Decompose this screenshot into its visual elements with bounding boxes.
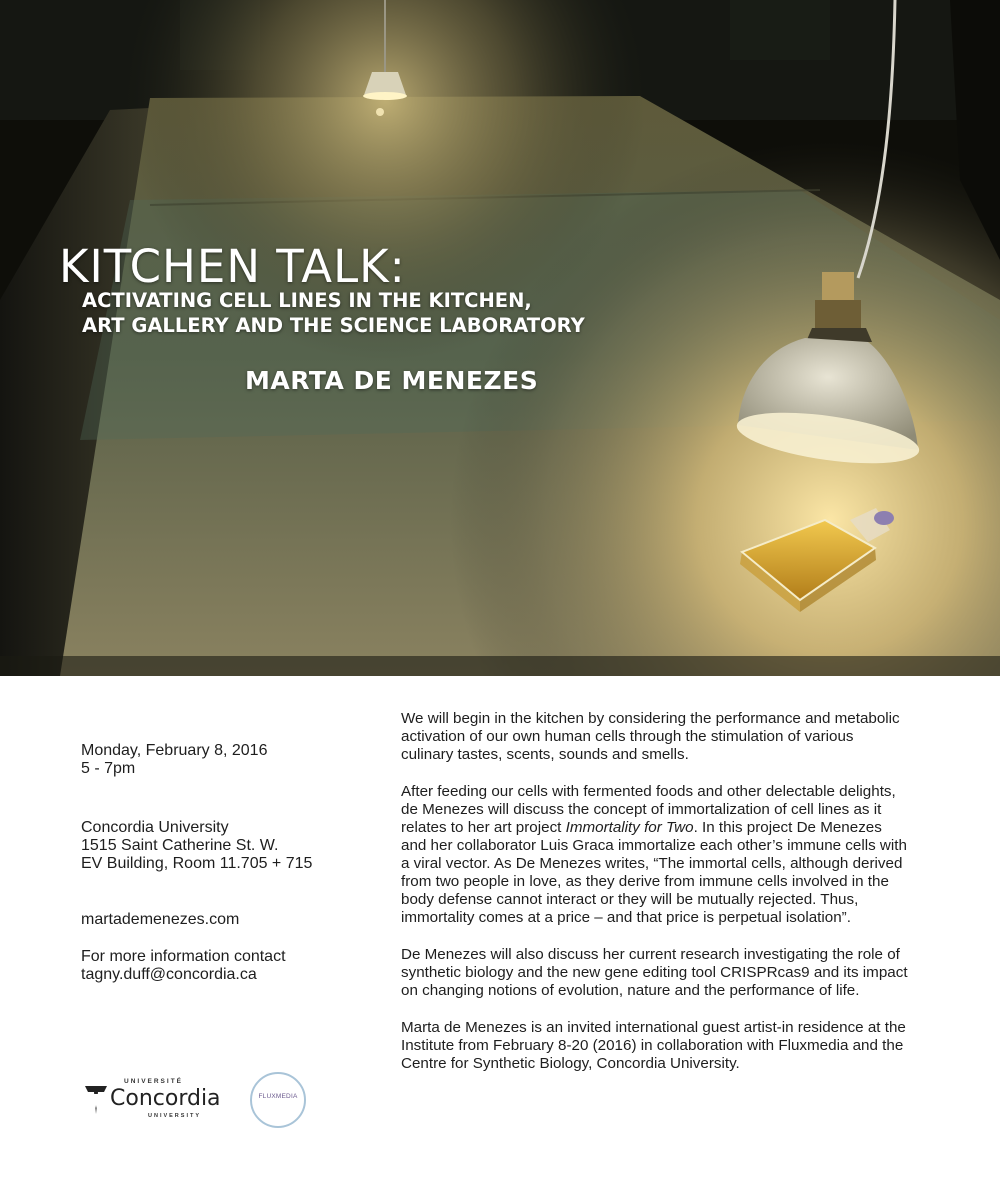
text-line: Institute from February 8-20 (2016) in collaboration with Fluxmedia and the	[401, 1037, 904, 1054]
website-block	[81, 911, 239, 929]
text-line: synthetic biology and the new gene editing tool CRISPRcas9 and its impact	[401, 964, 908, 981]
text-line: and her collaborator Luis Graca immortalize each other’s immune cells with	[401, 837, 907, 854]
event-datetime	[81, 742, 267, 778]
poster-subtitle-line2: ART GALLERY AND THE SCIENCE LABORATORY	[82, 314, 585, 337]
event-time: 5 - 7pm	[81, 760, 136, 777]
concordia-emblem-icon	[84, 1084, 108, 1118]
fluxmedia-logo	[250, 1072, 306, 1128]
concordia-logo-top: UNIVERSITÉ	[124, 1078, 184, 1085]
paragraph-research	[401, 946, 943, 1000]
text-line: body defense cannot interact or they will be mutually rejected. Thus,	[401, 891, 859, 908]
project-title: Immortality for Two	[565, 819, 694, 836]
text-line: a viral vector. As De Menezes writes, “The immortal cells, although derived	[401, 855, 903, 872]
website-link[interactable]: martademenezes.com	[81, 911, 240, 928]
concordia-logo-bottom: UNIVERSITY	[148, 1113, 202, 1119]
text-line: culinary tastes, scents, sounds and smells.	[401, 746, 689, 763]
text-line-mixed	[401, 819, 943, 837]
paragraph-residency	[401, 1019, 943, 1073]
text-line: from two people in love, as they derive from immune cells involved in the	[401, 873, 889, 890]
text-line: de Menezes will discuss the concept of immortalization of cell lines as it	[401, 801, 882, 818]
fluxmedia-label: FLUXMEDIA	[258, 1093, 298, 1100]
contact-label: For more information contact	[81, 948, 286, 965]
venue-room: EV Building, Room 11.705 + 715	[81, 855, 313, 872]
text-line: Centre for Synthetic Biology, Concordia University.	[401, 1055, 740, 1072]
concordia-logo-name: Concordia	[110, 1086, 221, 1111]
text-line: De Menezes will also discuss her current research investigating the role of	[401, 946, 900, 963]
text-run: . In this project De Menezes	[693, 819, 882, 836]
text-line: We will begin in the kitchen by considering the performance and metabolic	[401, 710, 900, 727]
text-line: activation of our own human cells through the stimulation of various	[401, 728, 854, 745]
text-line: immortality comes at a price – and that price is perpetual isolation”.	[401, 909, 851, 926]
paragraph-immortality	[401, 783, 943, 927]
venue-street: 1515 Saint Catherine St. W.	[81, 837, 279, 854]
text-line: on changing notions of evolution, nature and the performance of life.	[401, 982, 860, 999]
event-date: Monday, February 8, 2016	[81, 742, 268, 759]
poster-subtitle-line1: ACTIVATING CELL LINES IN THE KITCHEN,	[82, 289, 532, 312]
paragraph-intro	[401, 710, 943, 764]
fluxmedia-ring-icon	[250, 1072, 306, 1128]
text-line: After feeding our cells with fermented foods and other delectable delights,	[401, 783, 896, 800]
artist-name: MARTA DE MENEZES	[245, 366, 539, 395]
description	[401, 710, 943, 1092]
venue-name: Concordia University	[81, 819, 229, 836]
contact-block	[81, 948, 286, 984]
text-run: relates to her art project	[401, 819, 566, 836]
event-venue	[81, 819, 312, 873]
concordia-logo	[84, 1078, 219, 1122]
text-line: Marta de Menezes is an invited international guest artist-in residence at the	[401, 1019, 906, 1036]
poster-title: KITCHEN TALK:	[59, 240, 406, 293]
contact-email[interactable]: tagny.duff@concordia.ca	[81, 966, 257, 983]
